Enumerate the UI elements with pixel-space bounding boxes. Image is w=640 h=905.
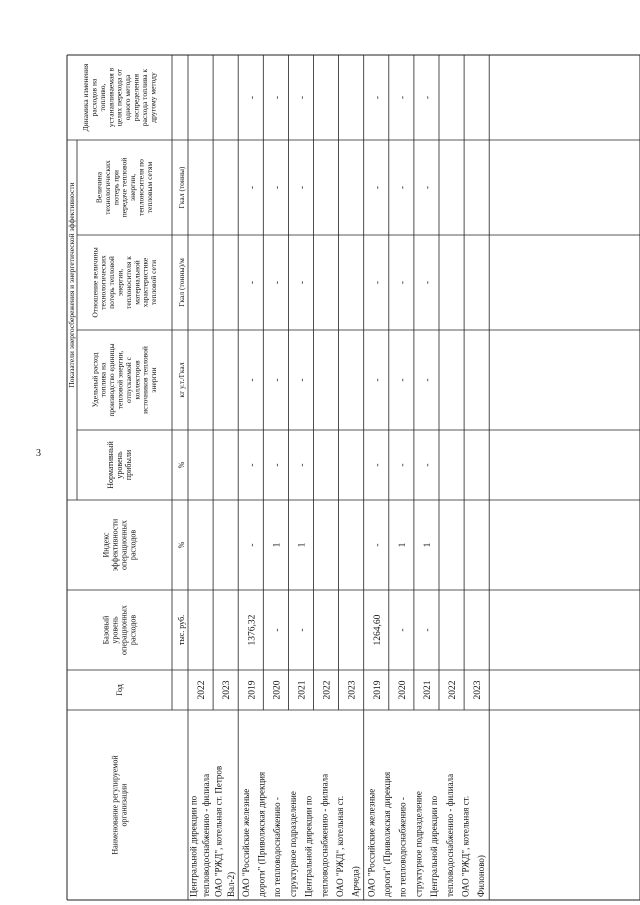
header-dynamics: устанавливаемая в — [106, 67, 116, 128]
header-norm: Нормативный — [105, 441, 115, 489]
cell-base: 1376,32 — [247, 614, 258, 646]
org-name-line: ОАО "РЖД", котельная ст. Петров — [213, 765, 224, 897]
header-fuel: тепловой энергии, — [115, 350, 125, 410]
cell-index: 1 — [397, 542, 408, 548]
cell-year: 2019 — [372, 680, 383, 700]
header-loss: тепловым сетям — [144, 161, 154, 214]
cell-year: 2021 — [297, 680, 308, 700]
cell-index: - — [372, 543, 383, 547]
unit-index: % — [177, 541, 186, 549]
unit-loss: Гкал (тонны) — [177, 166, 186, 209]
cell-fuel: - — [297, 378, 308, 382]
header-ratio: тепловой сети — [149, 259, 159, 306]
header-loss: передаче тепловой — [119, 157, 129, 218]
cell-dyn: - — [422, 95, 433, 100]
header-loss: теплоносителя по — [136, 159, 146, 216]
cell-index: 1 — [422, 542, 433, 548]
cell-base: - — [272, 628, 283, 632]
cell-ratio: - — [297, 280, 308, 285]
header-dynamics: распределения — [131, 73, 141, 122]
cell-loss: - — [397, 185, 408, 190]
cell-loss: - — [422, 185, 433, 190]
header-group: Показатели энергосбережения и энергетической эффективности — [67, 182, 77, 388]
cell-ratio: - — [422, 280, 433, 285]
cell-norm: - — [422, 463, 433, 467]
org-name-line: структурное подразделение — [287, 791, 298, 897]
org-name-line: Центральной дирекции по — [188, 795, 199, 897]
cell-year: 2020 — [272, 680, 283, 700]
header-index: операционных — [119, 520, 129, 570]
cell-base: - — [422, 628, 433, 632]
header-base: Базовый — [101, 615, 111, 645]
unit-base: тыс. руб. — [177, 614, 186, 646]
header-loss: технологических — [102, 160, 112, 215]
cell-ratio: - — [397, 280, 408, 285]
org-name-line: по тепловодоснабжению - — [272, 797, 283, 897]
cell-loss: - — [372, 185, 383, 190]
header-ratio: теплоносителя к — [123, 256, 133, 309]
header-dynamics: другому методу — [148, 72, 158, 123]
header-ratio: технологических — [98, 255, 108, 310]
header-fuel: топлива на — [98, 362, 108, 398]
header-org: Наименование регулируемой — [110, 755, 120, 855]
header-fuel: производство единицы — [107, 343, 117, 417]
cell-index: 1 — [272, 542, 283, 548]
header-loss: Величина — [94, 171, 104, 204]
cell-fuel: - — [247, 378, 258, 382]
cell-year: 2022 — [448, 680, 459, 700]
cell-norm: - — [247, 463, 258, 467]
cell-dyn: - — [272, 95, 283, 100]
org-name-line: дороги" (Приволжская дирекция — [382, 771, 393, 897]
org-name-line: тепловодоснабжению - филиала — [444, 773, 455, 897]
header-index: расходов — [128, 529, 138, 561]
cell-ratio: - — [247, 280, 258, 285]
cell-year: 2022 — [322, 680, 333, 700]
cell-fuel: - — [397, 378, 408, 382]
org-name-line: ОАО "Российские железные — [240, 788, 251, 897]
org-name-line: Филоново) — [476, 855, 487, 897]
header-base: расходов — [128, 614, 138, 646]
cell-ratio: - — [372, 280, 383, 285]
cell-dyn: - — [247, 95, 258, 100]
cell-loss: - — [247, 185, 258, 190]
header-base: уровень — [110, 616, 120, 644]
cell-norm: - — [297, 463, 308, 467]
unit-fuel: кг у.т./Гкал — [177, 362, 186, 398]
cell-year: 2019 — [247, 680, 258, 700]
header-index: эффективности — [110, 518, 120, 572]
cell-ratio: - — [272, 280, 283, 285]
header-ratio: материальной — [132, 260, 142, 305]
org-name-line: ОАО "РЖД", котельная ст. — [334, 795, 345, 897]
org-name-line: Центральной дирекции по — [429, 795, 440, 897]
header-org: организации — [119, 783, 129, 827]
header-dynamics: расходов на — [89, 78, 99, 117]
cell-year: 2020 — [397, 680, 408, 700]
unit-norm: % — [177, 461, 186, 469]
org-name-line: по тепловодоснабжению - — [397, 797, 408, 897]
cell-index: - — [247, 543, 258, 547]
header-loss: энергии, — [128, 173, 138, 202]
table-body — [67, 55, 640, 900]
cell-dyn: - — [372, 95, 383, 100]
cell-dyn: - — [397, 95, 408, 100]
header-year: Год — [114, 684, 124, 696]
cell-year: 2023 — [473, 680, 484, 700]
header-loss: потерь при — [111, 169, 121, 206]
header-dynamics: одного метода — [123, 74, 133, 121]
header-dynamics: расхода топлива к — [139, 68, 149, 127]
header-ratio: Отношение величины — [90, 247, 100, 318]
cell-year: 2023 — [222, 680, 233, 700]
header-ratio: характеристике — [140, 257, 150, 308]
org-name-line: Центральной дирекции по — [303, 795, 314, 897]
cell-base: - — [397, 628, 408, 632]
cell-fuel: - — [422, 378, 433, 382]
cell-year: 2021 — [422, 680, 433, 700]
cell-base: 1264,60 — [372, 614, 383, 646]
header-dynamics: Динамика изменения — [81, 63, 91, 132]
org-name-line: ОАО "Российские железные — [366, 788, 377, 897]
cell-loss: - — [272, 185, 283, 190]
header-index: Индекс — [101, 532, 111, 558]
org-name-line: тепловодоснабжению - филиала — [201, 773, 212, 897]
header-dynamics: целях перехода от — [114, 68, 124, 127]
org-name-line: ОАО "РЖД", котельная ст. — [460, 795, 471, 897]
cell-loss: - — [297, 185, 308, 190]
cell-norm: - — [397, 463, 408, 467]
org-name-line: структурное подразделение — [413, 791, 424, 897]
header-fuel: источников тепловой — [140, 346, 150, 414]
header-fuel: Удельный расход — [90, 352, 100, 408]
page-number: 3 — [36, 448, 41, 459]
org-name-line: дороги" (Приволжская дирекция — [256, 771, 267, 897]
cell-fuel: - — [372, 378, 383, 382]
header-fuel: отпускаемой с — [123, 357, 133, 403]
unit-ratio: Гкал (тонны)/м — [177, 258, 186, 307]
cell-dyn: - — [297, 95, 308, 100]
cell-year: 2023 — [347, 680, 358, 700]
cell-year: 2022 — [197, 680, 208, 700]
cell-fuel: - — [272, 378, 283, 382]
cell-base: - — [297, 628, 308, 632]
org-name-line: Вал-2) — [226, 871, 237, 897]
header-base: операционных — [119, 605, 129, 655]
cell-index: 1 — [297, 542, 308, 548]
cell-norm: - — [372, 463, 383, 467]
header-fuel: коллекторов — [132, 360, 142, 400]
cell-norm: - — [272, 463, 283, 467]
header-dynamics: топливо, — [97, 83, 107, 112]
header-norm: прибыли — [123, 449, 133, 481]
header-norm: уровень — [114, 451, 124, 479]
org-name-line: тепловодоснабжению - филиала — [319, 773, 330, 897]
header-fuel: энергии — [149, 367, 159, 393]
header-ratio: потерь тепловой — [107, 256, 117, 309]
header-ratio: энергии, — [115, 268, 125, 297]
org-name-line: Арчеда) — [350, 866, 361, 897]
